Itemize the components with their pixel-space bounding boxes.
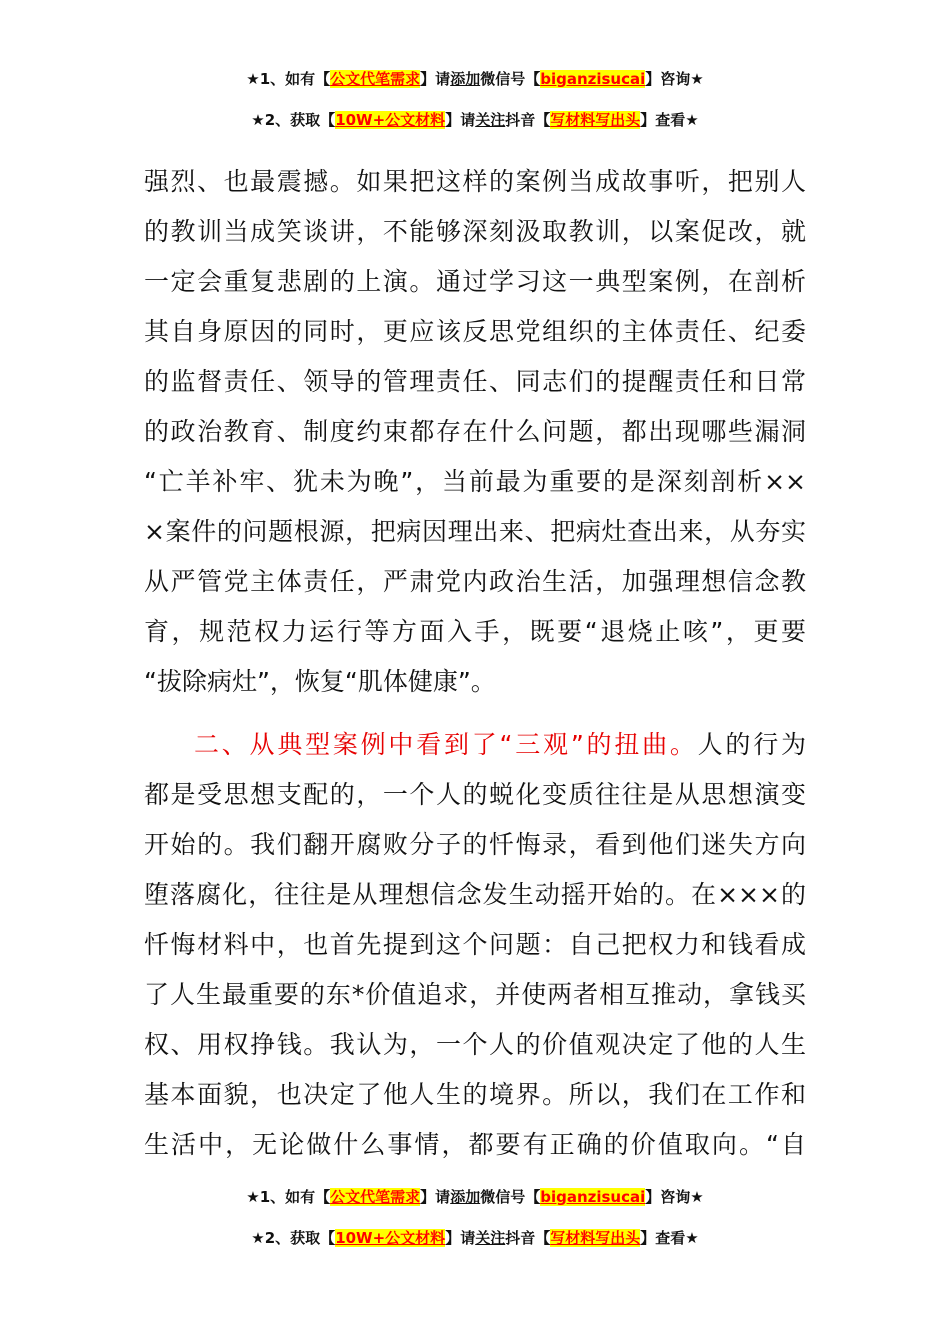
banner-text: 抖音【	[505, 1229, 551, 1247]
text-line: 忏悔材料中，也首先提到这个问题：自己把权力和钱看成	[144, 930, 806, 959]
banner-text: 】咨询★	[645, 1188, 704, 1206]
text-line: 开始的。我们翻开腐败分子的忏悔录，看到他们迷失方向	[144, 830, 806, 859]
banner-text: 】请	[420, 1188, 451, 1206]
text-line: 其自身原因的同时，更应该反思党组织的主体责任、纪委	[144, 317, 806, 346]
text-line: 堕落腐化，往往是从理想信念发生动摇开始的。在×××的	[144, 880, 806, 909]
text-fragment: 人的行为	[697, 730, 806, 759]
banner-line-1	[0, 1186, 950, 1208]
banner-text: 】请	[420, 70, 451, 88]
text-line: 的教训当成笑谈讲，不能够深刻汲取教训，以案促改，就	[144, 217, 806, 246]
banner-text: 微信号【	[480, 70, 541, 88]
text-line: 一定会重复悲剧的上演。通过学习这一典型案例，在剖析	[144, 267, 806, 296]
banner-underlined: 关注	[475, 1229, 506, 1247]
banner-text: ★2、获取【	[251, 1229, 336, 1247]
highlight-douyin-account: 写材料写出头	[550, 111, 641, 129]
banner-line-2	[0, 1227, 950, 1249]
highlight-wechat-id: biganzisucai	[540, 70, 646, 88]
footer-banner	[0, 1186, 950, 1249]
banner-text: 】查看★	[640, 1229, 699, 1247]
banner-text: 】咨询★	[645, 70, 704, 88]
text-line: 都是受思想支配的，一个人的蜕化变质往往是从思想演变	[144, 780, 806, 809]
header-banner	[0, 68, 950, 131]
banner-text: 】请	[445, 111, 476, 129]
banner-text: ★2、获取【	[251, 111, 336, 129]
banner-underlined: 关注	[475, 111, 506, 129]
text-line: 的监督责任、领导的管理责任、同志们的提醒责任和日常	[144, 367, 806, 396]
paragraph-1	[144, 157, 806, 707]
banner-text: ★1、如有【	[246, 1188, 331, 1206]
highlight-service: 公文代笔需求	[330, 70, 421, 88]
banner-text: 抖音【	[505, 111, 551, 129]
highlight-wechat-id: biganzisucai	[540, 1188, 646, 1206]
text-line: 的政治教育、制度约束都存在什么问题，都出现哪些漏洞	[144, 417, 806, 446]
highlight-douyin-account: 写材料写出头	[550, 1229, 641, 1247]
highlight-service: 公文代笔需求	[330, 1188, 421, 1206]
text-line: 基本面貌，也决定了他人生的境界。所以，我们在工作和	[144, 1080, 806, 1109]
banner-line-1	[0, 68, 950, 90]
text-line: 生活中，无论做什么事情，都要有正确的价值取向。“自	[144, 1130, 806, 1159]
text-line: “亡羊补牢、犹未为晚”，当前最为重要的是深刻剖析××	[144, 467, 806, 496]
text-line: 权、用权挣钱。我认为，一个人的价值观决定了他的人生	[144, 1030, 806, 1059]
text-line: “拔除病灶”，恢复“肌体健康”。	[144, 667, 496, 696]
heading-line	[144, 720, 806, 770]
banner-text: ★1、如有【	[246, 70, 331, 88]
banner-text: 微信号【	[480, 1188, 541, 1206]
banner-line-2	[0, 109, 950, 131]
highlight-materials: 10W+公文材料	[335, 1229, 446, 1247]
section-heading: 二、从典型案例中看到了“三观”的扭曲。	[194, 730, 698, 759]
text-line: 了人生最重要的东*价值追求，并使两者相互推动，拿钱买	[144, 980, 806, 1009]
banner-underlined: 添加	[450, 1188, 481, 1206]
text-line: 从严管党主体责任，严肃党内政治生活，加强理想信念教	[144, 567, 806, 596]
text-line: 育，规范权力运行等方面入手，既要“退烧止咳”，更要	[144, 617, 806, 646]
text-line: ×案件的问题根源，把病因理出来、把病灶查出来，从夯实	[144, 517, 806, 546]
paragraph-2	[144, 720, 806, 1170]
text-line: 强烈、也最震撼。如果把这样的案例当成故事听，把别人	[144, 167, 806, 196]
banner-text: 】请	[445, 1229, 476, 1247]
banner-text: 】查看★	[640, 111, 699, 129]
highlight-materials: 10W+公文材料	[335, 111, 446, 129]
banner-underlined: 添加	[450, 70, 481, 88]
